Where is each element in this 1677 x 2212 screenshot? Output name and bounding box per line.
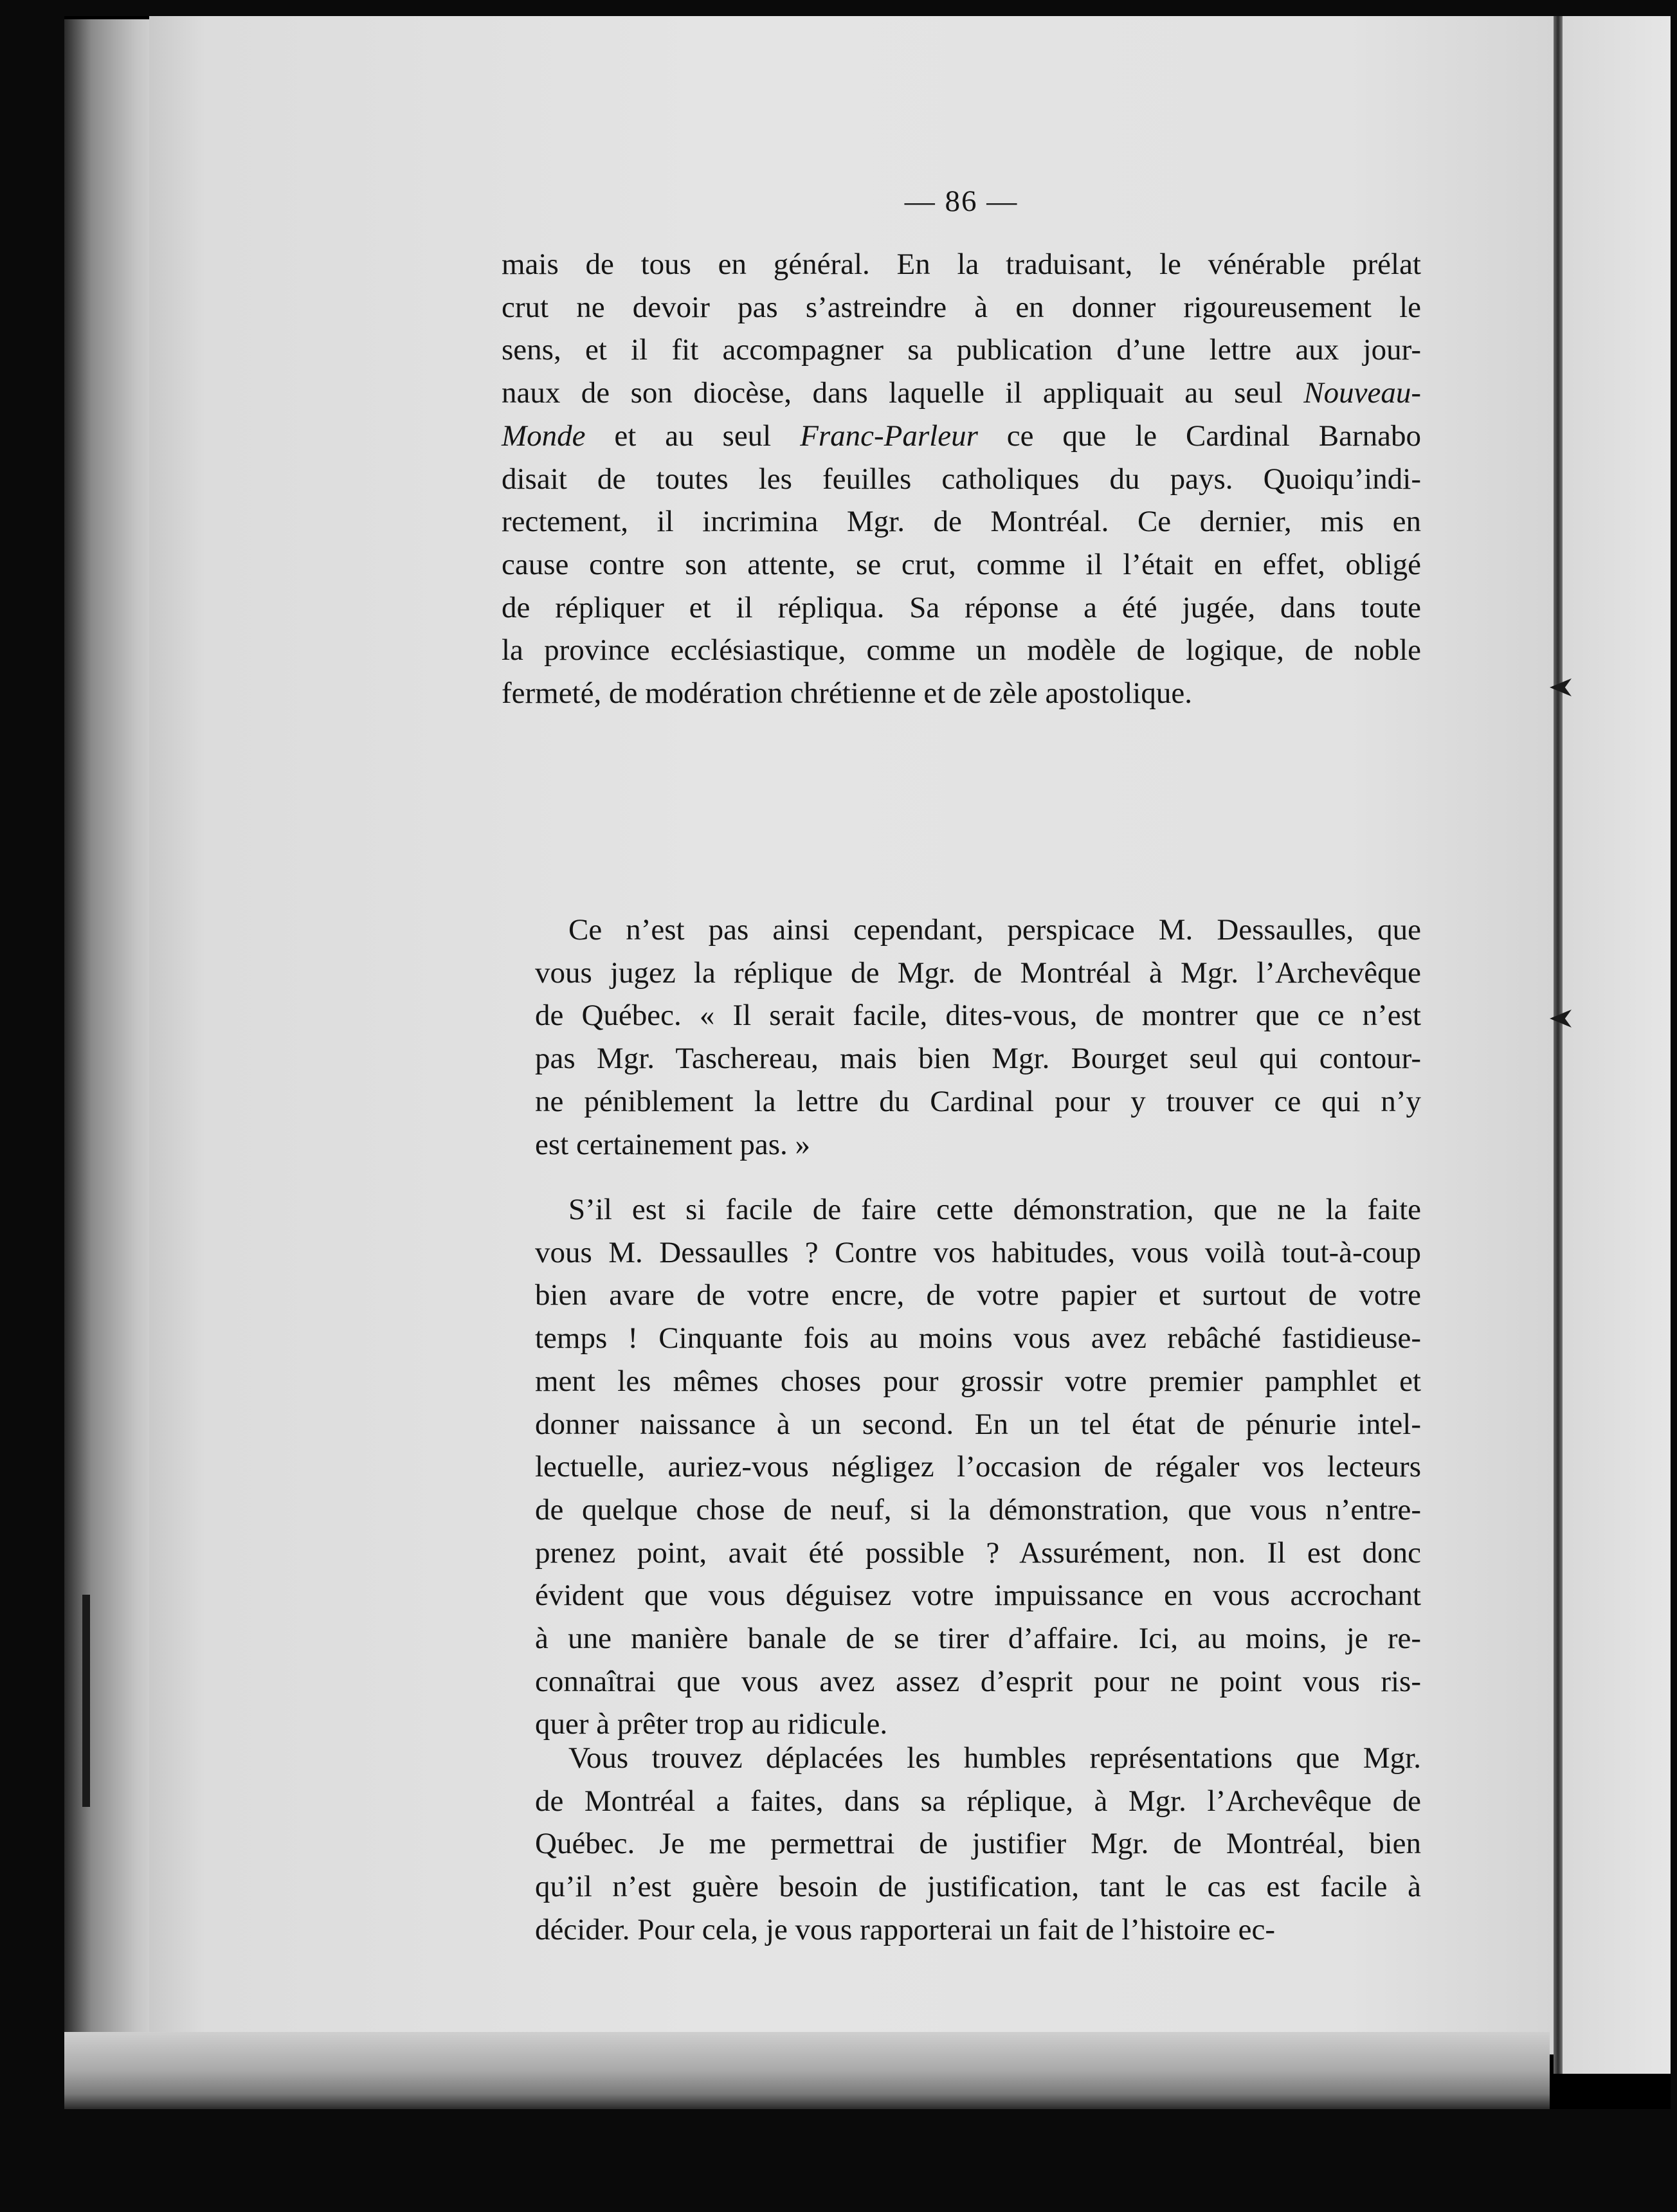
text-segment: vous M. Dessaulles ? Contre vos habitudes, vous voilà tout-à-coup xyxy=(535,1235,1421,1269)
text-line xyxy=(502,1037,1421,1080)
paragraph xyxy=(502,909,1421,1166)
text-segment: temps ! Cinquante fois au moins vous avez rebâché fastidieuse- xyxy=(535,1321,1421,1355)
text-segment: Monde xyxy=(502,419,586,453)
text-segment: fermeté, de modération chrétienne et de zèle apostolique. xyxy=(502,676,1192,711)
text-segment: et au seul xyxy=(585,419,801,453)
text-line xyxy=(502,1274,1421,1317)
text-segment: décider. Pour cela, je vous rapporterai un fait de l’histoire ec- xyxy=(535,1912,1276,1946)
text-segment: disait de toutes les feuilles catholiques du pays. Quoiqu’indi- xyxy=(502,462,1421,496)
text-line xyxy=(502,1231,1421,1274)
scan-background-top xyxy=(0,0,1677,16)
text-line xyxy=(502,458,1421,501)
text-line xyxy=(502,1865,1421,1908)
text-segment: bien avare de votre encre, de votre papier et surtout de votre xyxy=(535,1278,1421,1312)
paragraph xyxy=(502,243,1421,715)
page-fold xyxy=(1554,16,1563,2074)
page-bottom-edge xyxy=(64,2032,1550,2109)
text-line xyxy=(502,586,1421,630)
text-line xyxy=(502,415,1421,458)
text-line xyxy=(502,1446,1421,1489)
text-segment: ment les mêmes choses pour grossir votre premier pamphlet et xyxy=(535,1364,1421,1398)
text-line xyxy=(502,1737,1421,1780)
text-line xyxy=(502,1617,1421,1660)
text-line xyxy=(502,243,1421,286)
text-line xyxy=(502,1908,1421,1952)
text-segment: de répliquer et il répliqua. Sa réponse a été jugée, dans toute xyxy=(502,590,1421,624)
text-segment: prenez point, avait été possible ? Assurément, non. Il est donc xyxy=(535,1536,1421,1570)
text-line xyxy=(502,372,1421,415)
stacked-page-edges xyxy=(64,19,154,2099)
text-segment: de quelque chose de neuf, si la démonstration, que vous n’entre- xyxy=(535,1492,1421,1527)
text-line xyxy=(502,952,1421,995)
text-segment: Québec. Je me permettrai de justifier Mgr. de Montréal, bien xyxy=(535,1827,1421,1861)
page-number: — 86 — xyxy=(904,185,1019,218)
scan-background-left xyxy=(0,0,64,2212)
text-segment: à une manière banale de se tirer d’affaire. Ici, au moins, je re- xyxy=(535,1622,1421,1656)
text-segment: Vous trouvez déplacées les humbles représentations que Mgr. xyxy=(568,1741,1421,1775)
text-segment: S’il est si facile de faire cette démonstration, que ne la faite xyxy=(568,1193,1421,1226)
text-line xyxy=(502,1188,1421,1231)
text-line xyxy=(502,329,1421,372)
text-segment: lectuelle, auriez-vous négligez l’occasion de régaler vos lecteurs xyxy=(535,1450,1421,1484)
text-line xyxy=(502,1317,1421,1360)
text-segment: de Québec. « Il serait facile, dites-vous, de montrer que ce n’est xyxy=(535,999,1421,1033)
facing-page-strip xyxy=(1563,16,1672,2074)
text-line xyxy=(502,994,1421,1037)
text-segment: vous jugez la réplique de Mgr. de Montréal à Mgr. l’Archevêque xyxy=(535,956,1421,990)
text-segment: la province ecclésiastique, comme un modèle de logique, de noble xyxy=(502,633,1421,667)
text-segment: donner naissance à un second. En un tel état de pénurie intel- xyxy=(535,1407,1421,1441)
text-segment: est certainement pas. » xyxy=(535,1127,811,1161)
text-segment: crut ne devoir pas s’astreindre à en donner rigoureusement le xyxy=(502,290,1421,324)
text-line xyxy=(502,629,1421,672)
text-segment: connaîtrai que vous avez assez d’esprit pour ne point vous ris- xyxy=(535,1664,1421,1698)
scan-background-right xyxy=(1671,0,1677,2212)
text-line xyxy=(502,286,1421,329)
text-line xyxy=(502,672,1421,715)
text-segment: ne péniblement la lettre du Cardinal pour y trouver ce qui n’y xyxy=(535,1084,1421,1118)
text-segment: rectement, il incrimina Mgr. de Montréal. Ce dernier, mis en xyxy=(502,505,1421,539)
text-segment: mais de tous en général. En la traduisant, le vénérable prélat xyxy=(502,248,1421,281)
text-line xyxy=(502,909,1421,952)
text-segment: Ce n’est pas ainsi cependant, perspicace M. Dessaulles, que xyxy=(568,913,1421,947)
text-line xyxy=(502,1080,1421,1123)
paragraph xyxy=(502,1188,1421,1746)
text-segment: quer à prêter trop au ridicule. xyxy=(535,1707,888,1741)
text-segment: Franc-Parleur xyxy=(800,419,978,453)
text-line xyxy=(502,1489,1421,1532)
text-segment: Nouveau- xyxy=(1303,376,1421,410)
text-line xyxy=(502,1532,1421,1575)
text-segment: évident que vous déguisez votre impuissance en vous accrochant xyxy=(535,1579,1421,1613)
text-line xyxy=(502,1660,1421,1703)
text-line xyxy=(502,1403,1421,1446)
text-segment: de Montréal a faites, dans sa réplique, à Mgr. l’Archevêque de xyxy=(535,1784,1421,1818)
scan-background-bottom xyxy=(0,2109,1677,2212)
text-line xyxy=(502,1822,1421,1865)
text-segment: naux de son diocèse, dans laquelle il appliquait au seul xyxy=(502,376,1304,410)
text-segment: cause contre son attente, se crut, comme il l’était en effet, obligé xyxy=(502,547,1421,581)
text-segment: qu’il n’est guère besoin de justification, tant le cas est facile à xyxy=(535,1870,1421,1904)
text-line xyxy=(502,500,1421,543)
text-segment: ce que le Cardinal Barnabo xyxy=(977,419,1422,453)
text-line xyxy=(502,1574,1421,1617)
text-line xyxy=(502,1360,1421,1403)
text-segment: sens, et il fit accompagner sa publication d’une lettre aux jour- xyxy=(502,333,1421,367)
paragraph xyxy=(502,1737,1421,1952)
text-segment: pas Mgr. Taschereau, mais bien Mgr. Bourget seul qui contour- xyxy=(535,1042,1421,1076)
text-line xyxy=(502,1123,1421,1166)
text-line xyxy=(502,543,1421,586)
binding-mark xyxy=(82,1595,90,1807)
text-line xyxy=(502,1780,1421,1823)
